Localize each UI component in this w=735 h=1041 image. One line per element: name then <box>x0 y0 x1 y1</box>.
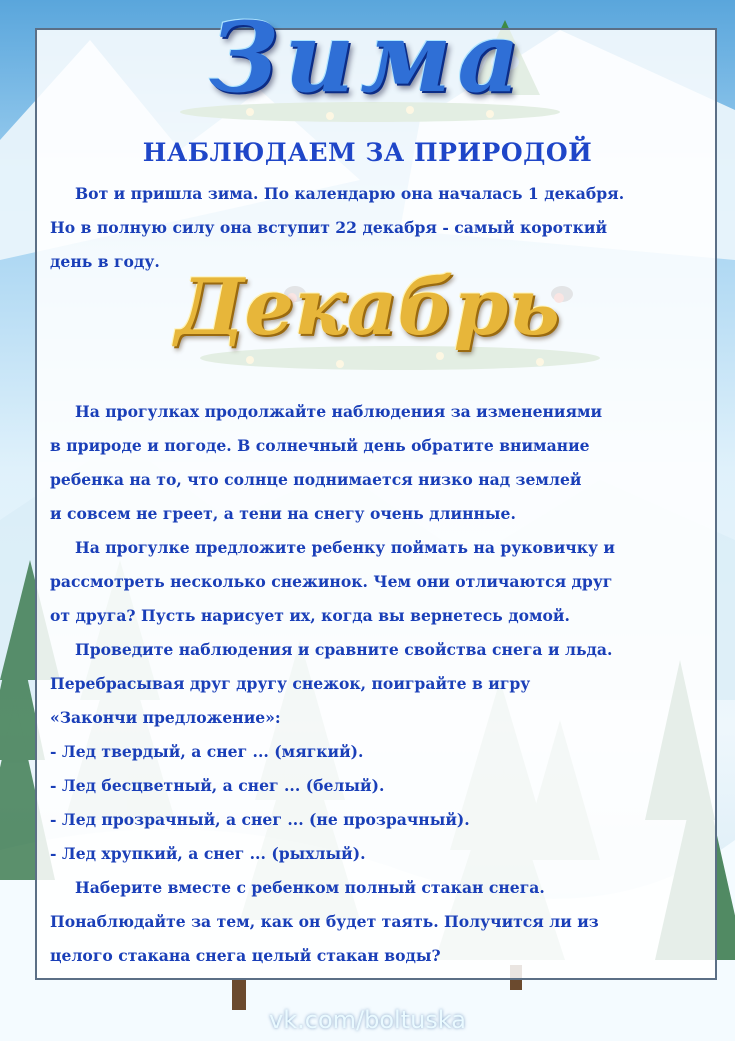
list-item: - Лед прозрачный, а снег ... (не прозрачный). <box>50 810 470 829</box>
intro-line: день в году. <box>50 252 160 271</box>
body-line: от друга? Пусть нарисует их, когда вы вернетесь домой. <box>50 606 570 625</box>
month-title: Декабрь <box>175 262 560 353</box>
list-item: - Лед хрупкий, а снег ... (рыхлый). <box>50 844 366 863</box>
intro-line: Но в полную силу она вступит 22 декабря - самый короткий <box>50 218 608 237</box>
body-line: На прогулках продолжайте наблюдения за изменениями <box>75 402 603 421</box>
page-title: Зима <box>209 1 526 114</box>
source-link[interactable]: vk.com/boltuska <box>269 1006 466 1034</box>
body-line: Перебрасывая друг другу снежок, поиграйте в игру <box>50 674 531 693</box>
body-line: в природе и погоде. В солнечный день обратите внимание <box>50 436 590 455</box>
list-item: - Лед бесцветный, а снег ... (белый). <box>50 776 385 795</box>
body-line: На прогулке предложите ребенку поймать на руковичку и <box>75 538 615 557</box>
body-line: рассмотреть несколько снежинок. Чем они отличаются друг <box>50 572 613 591</box>
body-line: Понаблюдайте за тем, как он будет таять. Получится ли из <box>50 912 599 931</box>
list-item: - Лед твердый, а снег ... (мягкий). <box>50 742 364 761</box>
body-line: ребенка на то, что солнце поднимается низко над землей <box>50 470 582 489</box>
body-line: и совсем не греет, а тени на снегу очень длинные. <box>50 504 516 523</box>
body-line: Проведите наблюдения и сравните свойства снега и льда. <box>75 640 613 659</box>
body-line: «Закончи предложение»: <box>50 708 281 727</box>
title-banner <box>0 1 735 114</box>
intro-line: Вот и пришла зима. По календарю она началась 1 декабря. <box>75 184 625 203</box>
body-text <box>50 395 700 973</box>
body-line: Наберите вместе с ребенком полный стакан снега. <box>75 878 545 897</box>
body-line: целого стакана снега целый стакан воды? <box>50 946 441 965</box>
page-subtitle: НАБЛЮДАЕМ ЗА ПРИРОДОЙ <box>142 138 593 167</box>
